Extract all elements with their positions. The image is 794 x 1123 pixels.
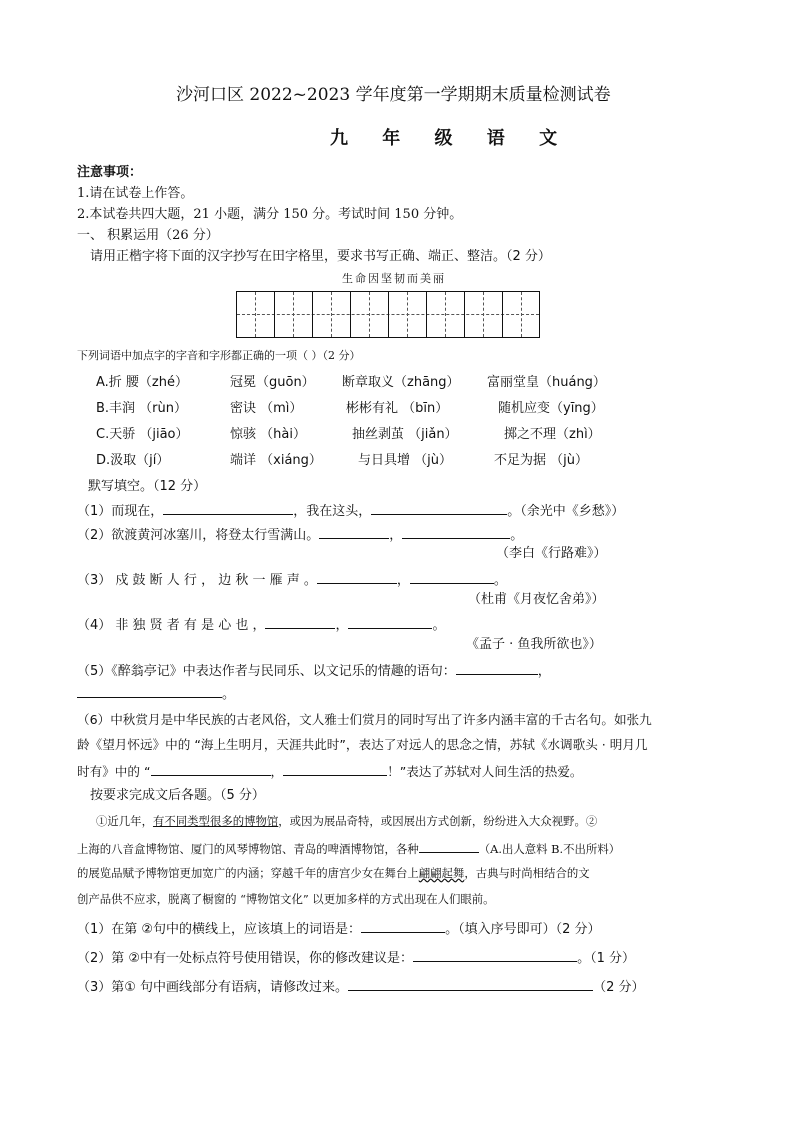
q1-instruction: 请用正楷字将下面的汉字抄写在田字格里，要求书写正确、端正、整洁。（2 分） (90, 249, 551, 264)
q3-line-3 (77, 569, 507, 590)
q3-line-5b (77, 683, 235, 704)
q4-subq-3 (77, 976, 644, 997)
exam-title: 沙河口区 2022~2023 学年度第一学期期末质量检测试卷 (176, 85, 611, 105)
q2-option-b-1: B.丰润 （rùn） (96, 401, 188, 416)
grid-center-line (521, 292, 522, 337)
q2-stem: 下列词语中加点字的字音和字形都正确的一项（ ）（2 分） (77, 349, 361, 362)
q3-5-mid: ， (537, 664, 551, 679)
q4-heading: 按要求完成文后各题。（5 分） (90, 788, 265, 803)
answer-blank[interactable] (265, 614, 335, 629)
grid-center-line (331, 292, 332, 337)
grid-divider (502, 292, 503, 337)
q4-passage-line-2 (77, 838, 620, 858)
q4-p3-end: ，古典与时尚相结合的文 (464, 866, 590, 880)
q3-2-prefix: （2）欲渡黄河冰塞川，将登太行雪满山。 (77, 528, 320, 543)
q3-4-prefix: （4） 非 独 贤 者 有 是 心 也 ， (77, 618, 266, 633)
q4-sq2-suffix: 。（1 分） (577, 951, 635, 966)
q4-p2-start: 上海的八音盒博物馆、厦门的风琴博物馆、青岛的啤酒博物馆，各种 (77, 842, 419, 856)
notice-item-1: 1.请在试卷上作答。 (77, 186, 194, 201)
q2-option-a-1: A.折 腰（zhé） (96, 375, 188, 390)
grid-center-line (369, 292, 370, 337)
q4-subq-1 (77, 918, 600, 939)
answer-blank[interactable] (163, 500, 293, 515)
q4-sq3-prefix: （3）第① 句中画线部分有语病，请修改过来。 (77, 980, 349, 995)
q2-option-a-2: 冠冕（guōn） (230, 375, 315, 390)
q3-6-prefix: 时有》中的 “ (77, 764, 151, 779)
q3-line-5 (77, 660, 551, 681)
q4-sq3-suffix: （2 分） (593, 980, 645, 995)
exam-subtitle: 九 年 级 语 文 (330, 128, 572, 149)
q4-sq2-prefix: （2）第 ②中有一处标点符号使用错误，你的修改建议是： (77, 951, 414, 966)
q3-3-prefix: （3） 戍 鼓 断 人 行 ， 边 秋 一 雁 声 。 (77, 573, 317, 588)
q1-phrase: 生命因坚韧而美丽 (342, 272, 446, 285)
q4-passage-line-3 (77, 864, 590, 882)
q4-p1-end: ，或因为展品奇特，或因展出方式创新，纷纷进入大众视野。② (278, 814, 598, 828)
q2-option-c-2: 惊骇 （hài） (230, 427, 306, 442)
writing-grid[interactable] (236, 291, 540, 338)
q2-option-b-3: 彬彬有礼 （bīn） (346, 401, 449, 416)
q3-2-mid: ， (389, 528, 403, 543)
grid-divider (426, 292, 427, 337)
answer-blank[interactable] (348, 614, 432, 629)
q3-line-2 (77, 524, 523, 545)
q2-option-a-3: 断章取义（zhāng） (342, 375, 460, 390)
q3-1-suffix: 。（余光中《乡愁》） (507, 504, 625, 519)
grid-divider (350, 292, 351, 337)
q2-option-c-4: 掷之不理（zhì） (504, 427, 601, 442)
q2-option-d-3: 与日具增 （jù） (358, 453, 452, 468)
q3-1-mid: ，我在这头， (293, 504, 372, 519)
q2-option-b-4: 随机应变（yīng） (498, 401, 604, 416)
answer-blank[interactable] (317, 569, 397, 584)
q3-3-mid: ， (396, 573, 410, 588)
q2-option-d-1: D.汲取（jí） (96, 453, 170, 468)
q4-passage-line-1 (96, 812, 597, 830)
q2-option-c-3: 抽丝剥茧 （jiǎn） (352, 427, 458, 442)
answer-blank[interactable] (348, 976, 593, 991)
q3-1-prefix: （1）而现在， (77, 504, 164, 519)
grid-divider (274, 292, 275, 337)
answer-blank[interactable] (413, 947, 577, 962)
q2-option-d-4: 不足为据 （jù） (494, 453, 588, 468)
q4-p1-start: ①近几年， (96, 814, 153, 828)
q3-4-mid: ， (335, 618, 349, 633)
q4-subq-2 (77, 947, 635, 968)
q3-line-6c (77, 761, 583, 781)
answer-blank[interactable] (402, 524, 510, 539)
q3-5-suffix: 。 (222, 687, 236, 702)
q3-5-prefix: （5）《醉翁亭记》中表达作者与民同乐、以文记乐的情趣的语句： (77, 664, 456, 679)
q4-sq1-prefix: （1）在第 ②句中的横线上，应该填上的词语是： (77, 922, 362, 937)
answer-blank[interactable] (319, 524, 389, 539)
q3-line-4 (77, 614, 446, 635)
q3-2-source: （李白《行路难》） (496, 546, 607, 561)
q3-line-6b: 龄《望月怀远》中的 “海上生明月，天涯共此时”，表达了对远人的思念之情，苏轼《水调歌头 · 明月几 (77, 737, 648, 752)
notice-heading: 注意事项： (77, 165, 143, 180)
q2-option-c-1: C.天骄 （jiāo） (96, 427, 189, 442)
q3-2-suffix: 。 (510, 528, 524, 543)
section-1-heading: 一、 积累运用（26 分） (77, 228, 219, 243)
answer-blank[interactable] (410, 569, 494, 584)
q2-option-d-2: 端详 （xiáng） (230, 453, 322, 468)
grid-divider (388, 292, 389, 337)
q2-option-a-4: 富丽堂皇（huáng） (487, 375, 606, 390)
q3-6-suffix: ！”表达了苏轼对人间生活的热爱。 (387, 764, 583, 779)
q4-sq1-suffix: 。（填入序号即可）（2 分） (445, 922, 601, 937)
grid-center-line (445, 292, 446, 337)
q3-3-suffix: 。 (493, 573, 507, 588)
grid-center-line (407, 292, 408, 337)
q4-p3-start: 的展览品赋予博物馆更加宽广的内涵；穿越千年的唐宫少女在舞台上 (77, 866, 419, 880)
answer-blank[interactable] (283, 761, 387, 776)
q3-line-6a: （6）中秋赏月是中华民族的古老风俗，文人雅士们赏月的同时写出了许多内涵丰富的千古名句。如张九 (77, 712, 652, 727)
q4-p3-wavy: 翩翩起舞 (418, 866, 465, 880)
answer-blank[interactable] (456, 660, 538, 675)
q4-p2-end: （A.出人意料 B.不出所料） (478, 842, 621, 856)
q2-option-b-2: 密诀 （mì） (230, 401, 303, 416)
q3-6-mid: ， (270, 764, 284, 779)
answer-blank[interactable] (371, 500, 507, 515)
grid-center-line (255, 292, 256, 337)
grid-center-line (293, 292, 294, 337)
answer-blank[interactable] (151, 761, 271, 776)
grid-center-line (483, 292, 484, 337)
answer-blank[interactable] (77, 683, 222, 698)
q3-heading: 默写填空。（12 分） (88, 479, 207, 494)
q3-3-source: （杜甫《月夜忆舍弟》） (468, 592, 605, 607)
q3-line-1 (77, 500, 624, 521)
answer-blank[interactable] (419, 838, 479, 853)
grid-divider (464, 292, 465, 337)
q4-p1-underlined: 有不同类型很多的博物馆 (152, 814, 279, 828)
q3-4-suffix: 。 (432, 618, 446, 633)
q3-4-source: 《孟子 · 鱼我所欲也》） (466, 637, 602, 652)
notice-item-2: 2.本试卷共四大题，21 小题，满分 150 分。考试时间 150 分钟。 (77, 207, 463, 222)
grid-divider (312, 292, 313, 337)
answer-blank[interactable] (361, 918, 445, 933)
q4-passage-line-4: 创产品供不应求，脱离了橱窗的 “博物馆文化” 以更加多样的方式出现在人们眼前。 (77, 892, 495, 906)
